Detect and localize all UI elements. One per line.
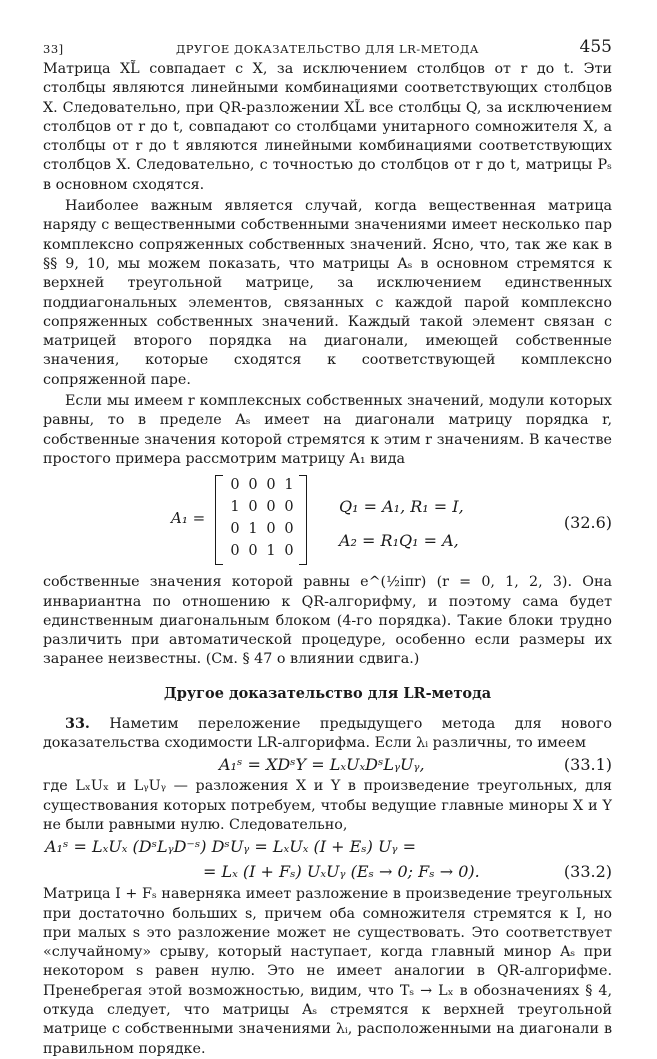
- equation-number-33-2: (33.2): [563, 862, 612, 882]
- paragraph-1: Матрица XL̃ совпадает с X, за исключением столбцов от r до t. Эти столбцы являются линейными комбинациями соответствующих столбцов X. Следовательно, при QR-разложении XL̃ все столбцы Q, за исключением столбцов от r до t, совпадают со столбцами унитарного сомножителя X, а столбцы от r до t являются линейными комбинациями соответствующих столбцов X. Следовательно, с точностью до столбцов от r до t, матрицы Pₛ в основном сходятся.: [43, 61, 612, 193]
- matrix-rhs-line-2: A₂ = R₁Q₁ = A,: [339, 531, 459, 551]
- equation-33-1: [43, 753, 612, 777]
- equation-33-2: [43, 835, 612, 885]
- equation-33-1-body: A₁ˢ = XDˢY = LₓUₓDˢLᵧUᵧ,: [219, 755, 425, 775]
- matrix-cell: 0: [284, 543, 294, 560]
- matrix-cell: 0: [266, 477, 276, 494]
- equation-number-33-1: (33.1): [563, 755, 612, 775]
- left-bracket: [215, 475, 223, 565]
- section-ref: 33]: [43, 42, 64, 56]
- matrix-cell: 1: [266, 543, 276, 560]
- matrix-cell: 0: [284, 499, 294, 516]
- matrix-cell: 1: [230, 499, 240, 516]
- right-bracket: [299, 475, 307, 565]
- matrix-cell: 0: [266, 499, 276, 516]
- matrix-cell: 0: [248, 543, 258, 560]
- paragraph-6: где LₓUₓ и LᵧUᵧ — разложения X и Y в произведение треугольных, для существования которых потребуем, чтобы ведущие главные миноры X и Y не были равными нулю. Следовательно,: [43, 778, 612, 833]
- equation-33-2-line-2: = Lₓ (I + Fₛ) UₓUᵧ (Eₛ → 0; Fₛ → 0).: [203, 862, 480, 882]
- matrix-cell: 1: [248, 521, 258, 538]
- matrix-cells: [226, 477, 298, 565]
- matrix-cell: 0: [266, 521, 276, 538]
- equation-33-2-line-1: A₁ˢ = LₓUₓ (DˢLᵧD⁻ˢ) DˢUᵧ = LₓUₓ (I + Eₛ) Uᵧ =: [45, 837, 416, 857]
- paragraph-4: собственные значения которой равны e^(½iπr) (r = 0, 1, 2, 3). Она инвариантна по отношению к QR-алгорифму, и поэтому сама будет единственным диагональным блоком (4-го порядка). Такие блоки трудно различить при автоматической процедуре, особенно если размеры их заранее неизвестны. (См. § 47 о влиянии сдвига.): [43, 574, 612, 668]
- paragraph-2: Наиболее важным является случай, когда вещественная матрица наряду с вещественными собственными значениями имеет несколько пар комплексно сопряженных собственных значений. Ясно, что, так же как в §§ 9, 10, мы можем показать, что матрицы Aₛ в основном стремятся к верхней треугольной матрице, за исключением единственных поддиагональных элементов, связанных с каждой парой комплексно сопряженных собственных значений. Каждый такой элемент связан с матрицей второго порядка на диагонали, имеющей собственные значения, которые сходятся к соответствующей комплексно сопряженной паре.: [43, 198, 612, 388]
- matrix-cell: 0: [230, 521, 240, 538]
- paragraph-5-text: Наметим переложение предыдущего метода для нового доказательства сходимости LR-алгорифма. Если λᵢ различны, то имеем: [43, 715, 613, 752]
- matrix-rhs-line-1: Q₁ = A₁, R₁ = I,: [339, 497, 464, 517]
- equation-number-32-6: (32.6): [563, 513, 612, 533]
- matrix-cell: 0: [284, 521, 294, 538]
- matrix-cell: 1: [284, 477, 294, 494]
- book-page: [43, 38, 612, 1059]
- matrix-label: A₁ =: [171, 509, 206, 528]
- matrix-a1: [171, 475, 313, 567]
- equation-32-6: [43, 475, 612, 569]
- paragraph-3: Если мы имеем r комплексных собственных значений, модули которых равны, то в пределе Aₛ имеет на диагонали матрицу порядка r, собственные значения которой стремятся к этим r значениям. В качестве простого примера рассмотрим матрицу A₁ вида: [43, 393, 612, 467]
- section-heading: Другое доказательство для LR-метода: [163, 684, 492, 702]
- page-number: 455: [579, 37, 612, 57]
- matrix-cell: 0: [248, 499, 258, 516]
- section-number: 33.: [65, 715, 90, 732]
- paragraph-7: Матрица I + Fₛ наверняка имеет разложение в произведение треугольных при достаточно больших s, причем оба сомножителя стремятся к I, но при малых s это разложение может не существовать. Это соответствует «случайному» срыву, который наступает, когда главный минор Aₛ при некотором s равен нулю. Это не имеет аналогии в QR-алгорифме. Пренебрегая этой возможностью, видим, что Tₛ → Lₓ в обозначениях § 4, откуда следует, что матрицы Aₛ стремятся к верхней треугольной матрице с собственными значениями λᵢ, расположенными на диагонали в правильном порядке.: [43, 886, 612, 1057]
- matrix-cell: 0: [230, 543, 240, 560]
- running-title: ДРУГОЕ ДОКАЗАТЕЛЬСТВО ДЛЯ LR-МЕТОДА: [175, 42, 480, 56]
- paragraph-5: [43, 715, 612, 754]
- matrix-cell: 0: [248, 477, 258, 494]
- matrix-cell: 0: [230, 477, 240, 494]
- running-header: [43, 38, 612, 60]
